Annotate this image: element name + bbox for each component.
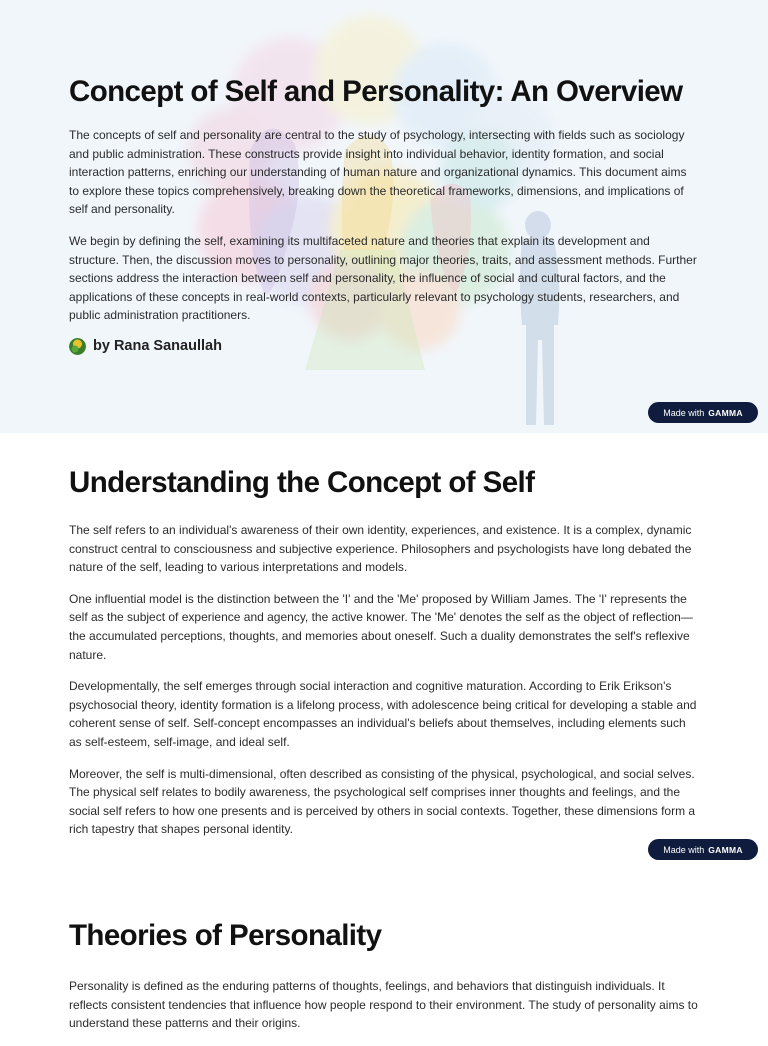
- made-with-gamma-badge[interactable]: [648, 402, 758, 423]
- author-avatar: [69, 338, 86, 355]
- personality-paragraph-1: Personality is defined as the enduring patterns of thoughts, feelings, and behaviors that distinguish individuals. It reflects consistent tendencies that influence how people respond to their environment. The study of personality aims to understand these patterns and their origins.: [69, 979, 698, 1031]
- self-paragraph-2: One influential model is the distinction between the 'I' and the 'Me' proposed by William James. The 'I' represents the self as the subject of experience and agency, the active knower. The 'Me' denotes the self as the object of reflection—the accumulated perceptions, thoughts, and memories about oneself. Such a duality demonstrates the self's reflexive nature.: [69, 591, 693, 662]
- intro-paragraph-1: The concepts of self and personality are central to the study of psychology, intersecting with fields such as sociology and public administration. These constructs provide insight into individual behavior, identity formation, and social interaction patterns, enriching our understanding of human nature and organizational dynamics. This document aims to explore these topics comprehensively, breaking down the theoretical frameworks, dimensions, and implications of self and personality.: [69, 128, 687, 217]
- page-title: Concept of Self and Personality: An Overview: [69, 75, 683, 108]
- cover-slide: [0, 0, 768, 433]
- gamma-logo: GAMMA: [708, 407, 743, 418]
- cover-content: [69, 74, 699, 355]
- made-with-gamma-badge-2[interactable]: [648, 839, 758, 860]
- section-title-self: Understanding the Concept of Self: [69, 466, 535, 499]
- personality-content: [69, 918, 699, 1046]
- author-name: by Rana Sanaullah: [93, 338, 222, 355]
- self-paragraph-4: Moreover, the self is multi-dimensional, often described as consisting of the physical, psychological, and social selves. The physical self relates to bodily awareness, the psychological self comprises inner thoughts and feelings, and the social self refers to how one presents and is perceived by others in social contexts. Together, these dimensions form a rich tapestry that shapes personal identity.: [69, 766, 696, 837]
- self-paragraph-1: The self refers to an individual's awareness of their own identity, experiences, and existence. It is a complex, dynamic construct central to consciousness and subjective experience. Philosophers and psychologists have long debated the nature of the self, leading to various interpretations and models.: [69, 523, 692, 575]
- intro-paragraph-2: We begin by defining the self, examining its multifaceted nature and theories that explain its development and structure. Then, the discussion moves to personality, outlining major theories, traits, and assessment methods. Further sections address the interaction between self and personality, the influence of social and cultural factors, and the applications of these concepts in real-world contexts, particularly relevant to psychology students, researchers, and public administration practitioners.: [69, 233, 697, 323]
- section-title-personality: Theories of Personality: [69, 919, 382, 952]
- badge-prefix: Made with: [663, 407, 705, 418]
- author-byline: [69, 338, 699, 355]
- badge-prefix: Made with: [663, 844, 705, 855]
- gamma-logo: GAMMA: [708, 844, 743, 855]
- self-concept-content: [69, 465, 699, 852]
- self-paragraph-3: Developmentally, the self emerges through social interaction and cognitive maturation. According to Erik Erikson's psychosocial theory, identity formation is a lifelong process, with adolescence being critical for developing a stable and coherent sense of self. Self-concept encompasses an individual's beliefs about themselves, including elements such as self-esteem, self-image, and ideal self.: [69, 679, 697, 749]
